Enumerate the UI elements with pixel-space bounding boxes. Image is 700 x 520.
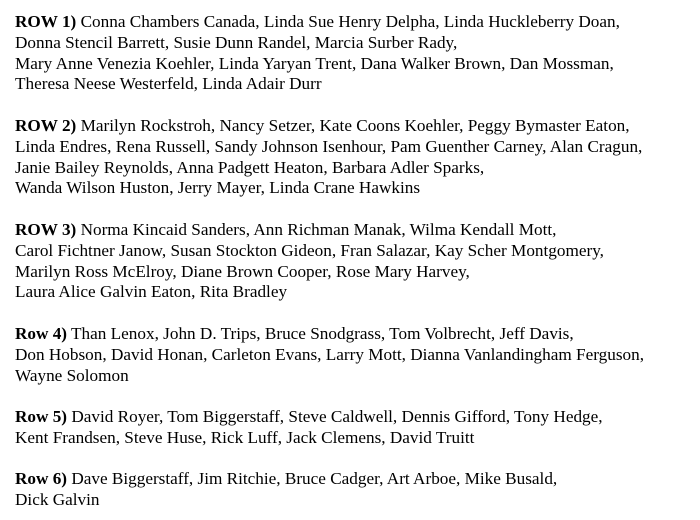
row-3-block bbox=[15, 220, 604, 303]
row-4-line-1 bbox=[15, 324, 644, 345]
row-3-line-2: Carol Fichtner Janow, Susan Stockton Gideon, Fran Salazar, Kay Scher Montgomery, bbox=[15, 240, 604, 260]
row-2-names-1: Marilyn Rockstroh, Nancy Setzer, Kate Coons Koehler, Peggy Bymaster Eaton, bbox=[80, 116, 630, 135]
row-1-names-1: Conna Chambers Canada, Linda Sue Henry Delpha, Linda Huckleberry Doan, bbox=[80, 12, 620, 31]
row-2-line-4: Wanda Wilson Huston, Jerry Mayer, Linda Crane Hawkins bbox=[15, 178, 421, 198]
row-3-names-1: Norma Kincaid Sanders, Ann Richman Manak, Wilma Kendall Mott, bbox=[80, 220, 557, 239]
row-1-block bbox=[15, 12, 620, 95]
row-3-line-1 bbox=[15, 220, 604, 241]
row-1-line-1 bbox=[15, 12, 620, 33]
row-5-names-1: David Royer, Tom Biggerstaff, Steve Caldwell, Dennis Gifford, Tony Hedge, bbox=[71, 407, 603, 426]
row-3-label: ROW 3) bbox=[15, 220, 77, 239]
row-4-block bbox=[15, 324, 644, 386]
row-5-label: Row 5) bbox=[15, 407, 68, 426]
row-1-line-4: Theresa Neese Westerfeld, Linda Adair Durr bbox=[15, 74, 322, 94]
row-4-line-2: Don Hobson, David Honan, Carleton Evans, Larry Mott, Dianna Vanlandingham Ferguson, bbox=[15, 344, 644, 364]
row-2-line-1 bbox=[15, 116, 642, 137]
row-2-block bbox=[15, 116, 642, 199]
row-1-line-3: Mary Anne Venezia Koehler, Linda Yaryan Trent, Dana Walker Brown, Dan Mossman, bbox=[15, 53, 614, 73]
row-5-block bbox=[15, 407, 603, 449]
row-5-line-2: Kent Frandsen, Steve Huse, Rick Luff, Jack Clemens, David Truitt bbox=[15, 427, 475, 447]
row-6-line-1 bbox=[15, 469, 557, 490]
row-2-line-3: Janie Bailey Reynolds, Anna Padgett Heaton, Barbara Adler Sparks, bbox=[15, 157, 485, 177]
row-6-names-1: Dave Biggerstaff, Jim Ritchie, Bruce Cadger, Art Arboe, Mike Busald, bbox=[71, 469, 558, 488]
row-1-line-2: Donna Stencil Barrett, Susie Dunn Randel, Marcia Surber Rady, bbox=[15, 32, 458, 52]
row-6-label: Row 6) bbox=[15, 469, 68, 488]
row-4-line-3: Wayne Solomon bbox=[15, 365, 129, 385]
row-6-block bbox=[15, 469, 557, 511]
row-5-line-1 bbox=[15, 407, 603, 428]
row-2-line-2: Linda Endres, Rena Russell, Sandy Johnson Isenhour, Pam Guenther Carney, Alan Cragun, bbox=[15, 136, 643, 156]
row-2-label: ROW 2) bbox=[15, 116, 77, 135]
row-4-label: Row 4) bbox=[15, 324, 68, 343]
row-6-line-2: Dick Galvin bbox=[15, 489, 100, 509]
row-1-label: ROW 1) bbox=[15, 12, 77, 31]
row-3-line-3: Marilyn Ross McElroy, Diane Brown Cooper, Rose Mary Harvey, bbox=[15, 261, 470, 281]
row-3-line-4: Laura Alice Galvin Eaton, Rita Bradley bbox=[15, 282, 288, 302]
row-4-names-1: Than Lenox, John D. Trips, Bruce Snodgrass, Tom Volbrecht, Jeff Davis, bbox=[71, 324, 574, 343]
